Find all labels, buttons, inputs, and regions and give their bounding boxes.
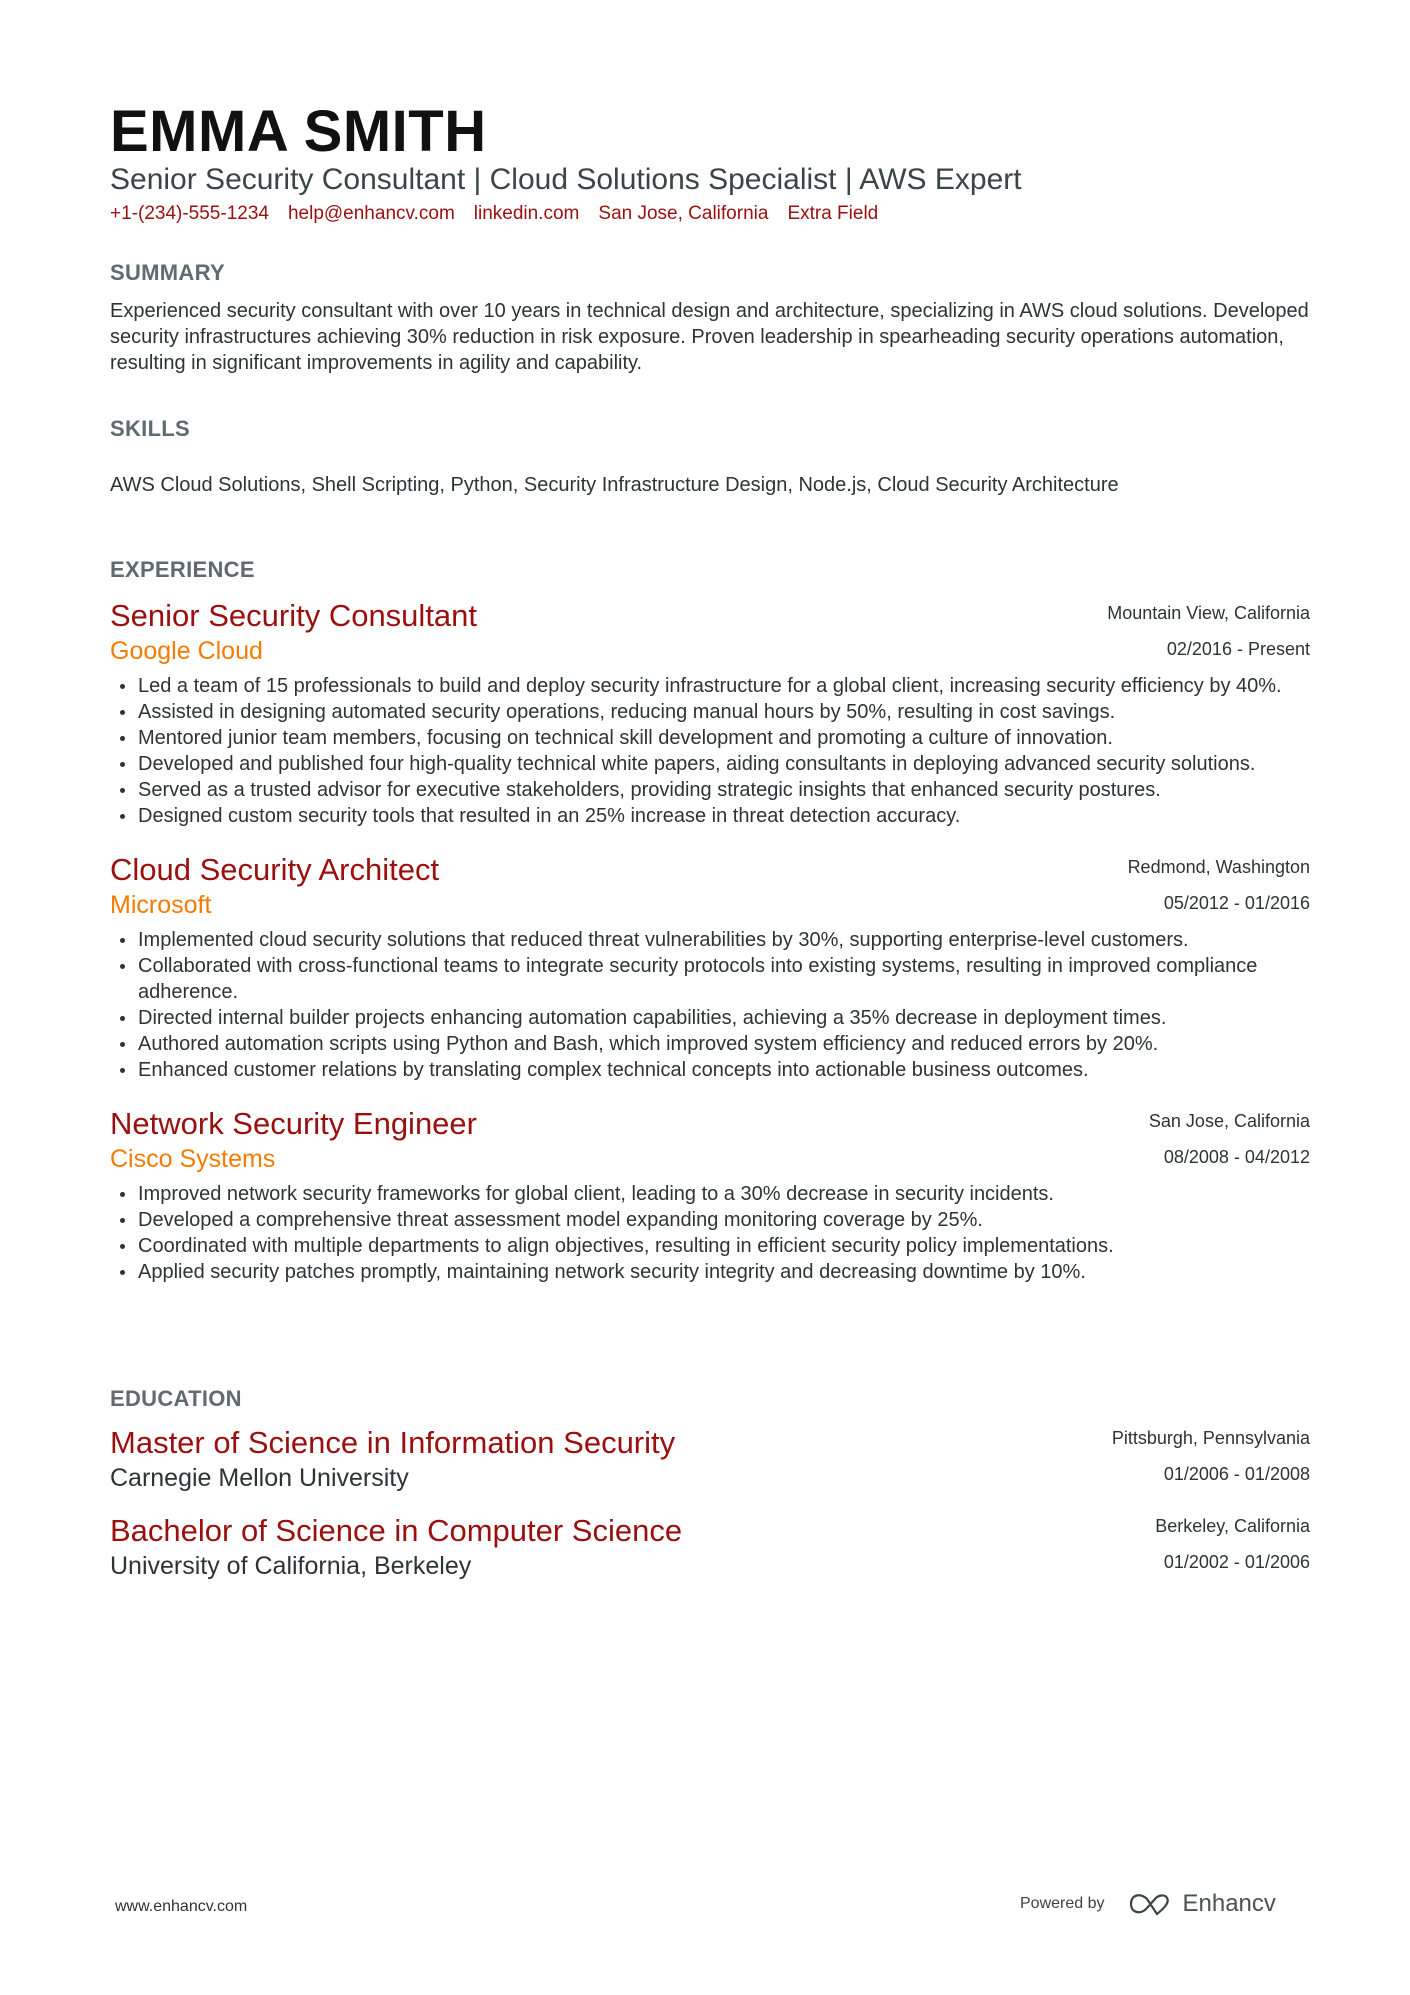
bullet-item: Coordinated with multiple departments to align objectives, resulting in efficient security policy implementations. (110, 1233, 1310, 1259)
email[interactable]: help@enhancv.com (287, 203, 455, 224)
infinity-heart-icon (1127, 1891, 1173, 1917)
job-entry (110, 1105, 1310, 1285)
education-section (110, 1386, 1310, 1582)
company-name: Cisco Systems (110, 1145, 276, 1173)
school-name: Carnegie Mellon University (110, 1464, 409, 1492)
headline: Senior Security Consultant | Cloud Solutions Specialist | AWS Expert (110, 163, 1022, 196)
section-title: EDUCATION (110, 1386, 242, 1411)
school-location: Berkeley, California (1155, 1516, 1310, 1536)
job-dates: 02/2016 - Present (1166, 639, 1310, 659)
job-title: Senior Security Consultant (110, 598, 478, 633)
bullet-item: Directed internal builder projects enhancing automation capabilities, achieving a 35% decrease in deployment times. (110, 1005, 1310, 1031)
bullet-item: Designed custom security tools that resulted in an 25% increase in threat detection accuracy. (110, 803, 1310, 829)
education-entry (110, 1424, 1310, 1494)
enhancv-logo[interactable] (1127, 1890, 1276, 1918)
bullet-list (110, 673, 1310, 829)
bullet-item: Collaborated with cross-functional teams to integrate security protocols into existing systems, resulting in improved compliance adherence. (110, 953, 1310, 1005)
education-dates: 01/2006 - 01/2008 (1163, 1464, 1310, 1484)
bullet-item: Improved network security frameworks for global client, leading to a 30% decrease in security incidents. (110, 1181, 1310, 1207)
education-entry (110, 1512, 1310, 1582)
powered-by (1020, 1890, 1276, 1918)
bullet-item: Developed and published four high-quality technical white papers, aiding consultants in deploying advanced security solutions. (110, 751, 1310, 777)
job-title: Network Security Engineer (110, 1106, 477, 1141)
job-location: Mountain View, California (1107, 603, 1310, 623)
school-location: Pittsburgh, Pennsylvania (1111, 1428, 1310, 1448)
company-name: Microsoft (110, 891, 212, 919)
phone[interactable]: +1-(234)-555-1234 (110, 203, 269, 224)
school-name: University of California, Berkeley (110, 1552, 472, 1580)
job-location: Redmond, Washington (1127, 857, 1310, 877)
bullet-item: Applied security patches promptly, maintaining network security integrity and decreasing downtime by 10%. (110, 1259, 1310, 1285)
degree: Bachelor of Science in Computer Science (110, 1513, 683, 1548)
experience-section (110, 557, 1310, 1285)
company-name: Google Cloud (110, 637, 263, 665)
skills-section (110, 416, 1310, 498)
bullet-list (110, 1181, 1310, 1285)
bullet-item: Implemented cloud security solutions that reduced threat vulnerabilities by 30%, supporting enterprise-level customers. (110, 927, 1310, 953)
education-dates: 01/2002 - 01/2006 (1163, 1552, 1310, 1572)
location: San Jose, California (598, 203, 769, 224)
summary-section (110, 260, 1310, 376)
candidate-name: EMMA SMITH (110, 99, 487, 164)
bullet-item: Served as a trusted advisor for executive stakeholders, providing strategic insights that enhanced security postures. (110, 777, 1310, 803)
job-dates: 05/2012 - 01/2016 (1163, 893, 1310, 913)
job-title: Cloud Security Architect (110, 852, 440, 887)
contact-list (110, 203, 878, 225)
skills-text: AWS Cloud Solutions, Shell Scripting, Python, Security Infrastructure Design, Node.js, Cloud Security Architecture (110, 474, 1119, 496)
bullet-item: Authored automation scripts using Python and Bash, which improved system efficiency and reduced errors by 20%. (110, 1031, 1310, 1057)
bullet-item: Enhanced customer relations by translating complex technical concepts into actionable business outcomes. (110, 1057, 1310, 1083)
job-location: San Jose, California (1148, 1111, 1310, 1131)
job-dates: 08/2008 - 04/2012 (1163, 1147, 1310, 1167)
bullet-item: Developed a comprehensive threat assessment model expanding monitoring coverage by 25%. (110, 1207, 1310, 1233)
powered-label: Powered by (1020, 1895, 1105, 1912)
section-title: EXPERIENCE (110, 557, 255, 582)
job-entry (110, 597, 1310, 829)
brand-name: Enhancv (1182, 1890, 1276, 1917)
section-title: SKILLS (110, 416, 191, 441)
job-entry (110, 851, 1310, 1083)
bullet-item: Led a team of 15 professionals to build and deploy security infrastructure for a global client, increasing security efficiency by 40%. (110, 673, 1310, 699)
bullet-item: Assisted in designing automated security operations, reducing manual hours by 50%, resulting in cost savings. (110, 699, 1310, 725)
website-link[interactable]: www.enhancv.com (115, 1898, 248, 1915)
bullet-item: Mentored junior team members, focusing on technical skill development and promoting a culture of innovation. (110, 725, 1310, 751)
degree: Master of Science in Information Security (110, 1425, 676, 1460)
bullet-list (110, 927, 1310, 1083)
section-title: SUMMARY (110, 260, 225, 285)
extra-field: Extra Field (787, 203, 879, 224)
summary-text: Experienced security consultant with over 10 years in technical design and architecture, specializing in AWS cloud solutions. Developed security infrastructures achieving 30% reduction in risk exposure. Proven leadership in spearheading security operations automation, resulting in significant improvements in agility and capability. (110, 300, 1309, 374)
linkedin[interactable]: linkedin.com (473, 203, 580, 224)
